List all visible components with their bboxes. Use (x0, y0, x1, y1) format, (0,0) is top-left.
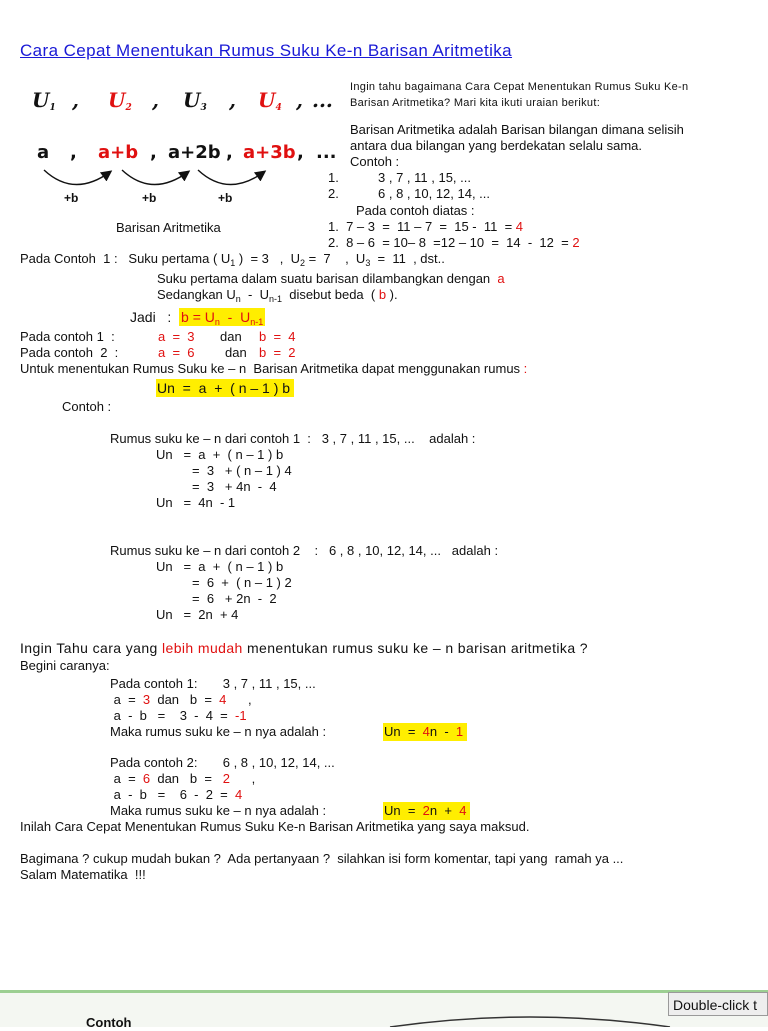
example-2-step: = 6 + ( n – 1 ) 2 (192, 575, 292, 590)
comma: , (70, 142, 77, 163)
definition-contoh-label: Contoh : (350, 154, 400, 169)
begini-caranya: Begini caranya: (20, 658, 110, 673)
closing-line-3: Salam Matematika !!! (20, 867, 146, 882)
pada-contoh-diatas: Pada contoh diatas : (356, 203, 475, 218)
fast-1-difference: a - b = 3 - 4 = -1 (110, 708, 247, 723)
fast-2-maka: Maka rumus suku ke – n nya adalah : (110, 803, 327, 818)
figure-caption: Barisan Aritmetika (116, 220, 221, 235)
example-2-heading: Rumus suku ke – n dari contoh 2 : 6 , 8 , 10, 12, 14, ... adalah : (110, 543, 499, 558)
example-2-result: Un = 2n + 4 (156, 607, 239, 622)
comma: , (229, 88, 236, 112)
next-page-preview (0, 990, 768, 1030)
example-2-step: Un = a + ( n – 1 ) b (156, 559, 284, 574)
rumus-intro-line: Untuk menentukan Rumus Suku ke – n Barisan Aritmetika dapat menggunakan rumus : (20, 361, 528, 376)
u3-symbol: $U_3$ (183, 88, 207, 113)
fast-1-heading: Pada contoh 1: 3 , 7 , 11 , 15, ... (110, 676, 316, 691)
term-a: a (37, 142, 50, 163)
fast-1-maka: Maka rumus suku ke – n nya adalah : (110, 724, 327, 739)
pada-contoh-2-a: a = 6 (158, 345, 195, 360)
example-1-step: = 3 + ( n – 1 ) 4 (192, 463, 292, 478)
comma: , (150, 142, 157, 163)
fast-1-result: Un = 4n - 1 (383, 723, 467, 741)
ellipsis: ... (312, 88, 333, 112)
partial-heading: Contoh (86, 1015, 132, 1030)
double-click-button[interactable]: Double-click t (668, 992, 768, 1016)
definition-line-2: antara dua bilangan yang berdekatan selalu sama. (350, 138, 642, 153)
example-1-step: = 3 + 4n - 4 (192, 479, 277, 494)
comma: , (152, 88, 159, 112)
comma: , (72, 88, 79, 112)
difference-line-1: 1. 7 – 3 = 11 – 7 = 15 - 11 = 4 (328, 219, 524, 234)
fast-2-values: a = 6 dan b = 2 , (110, 771, 256, 786)
term-a-plus-2b: a+2b (168, 142, 221, 163)
u4-symbol: $U_4$ (258, 88, 282, 113)
arrow-label: +b (142, 191, 157, 205)
fast-2-heading: Pada contoh 2: 6 , 8 , 10, 12, 14, ... (110, 755, 335, 770)
dan-label: dan (225, 345, 247, 360)
fast-1-values: a = 3 dan b = 4 , (110, 692, 252, 707)
arrow-label: +b (218, 191, 233, 205)
difference-definition-line: Sedangkan $U_n - U_{n-1}$ disebut beda ( b ). (157, 287, 398, 304)
ellipsis: ... (316, 142, 337, 163)
pada-contoh-1-label: Pada contoh 1 : (20, 329, 115, 344)
example-2-step: = 6 + 2n - 2 (192, 591, 277, 606)
pada-contoh-2-label: Pada contoh 2 : (20, 345, 119, 360)
example-1-step: Un = a + ( n – 1 ) b (156, 447, 284, 462)
contoh-label: Contoh : (62, 399, 112, 414)
comma: , (296, 88, 303, 112)
difference-line-2: 2. 8 – 6 = 10– 8 =12 – 10 = 14 - 12 = 2 (328, 235, 580, 250)
closing-line-2: Bagimana ? cukup mudah bukan ? Ada pertanyaan ? silahkan isi form komentar, tapi yang ramah ya ... (20, 851, 624, 866)
intro-line-2: Barisan Aritmetika? Mari kita ikuti uraian berikut: (350, 97, 601, 109)
example-number: 1. (328, 170, 339, 185)
comma: , (226, 142, 233, 163)
example-1-result: Un = 4n - 1 (156, 495, 236, 510)
arrow-label: +b (64, 191, 79, 205)
example-1-heading: Rumus suku ke – n dari contoh 1 : 3 , 7 , 11 , 15, ... adalah : (110, 431, 476, 446)
dan-label: dan (220, 329, 242, 344)
u2-symbol: $U_2$ (108, 88, 132, 113)
example-number: 2. (328, 186, 339, 201)
closing-line-1: Inilah Cara Cepat Menentukan Rumus Suku Ke-n Barisan Aritmetika yang saya maksud. (20, 819, 530, 834)
first-term-symbol-line: Suku pertama dalam suatu barisan dilambangkan dengan a (157, 271, 505, 286)
pada-contoh-1-a: a = 3 (158, 329, 195, 344)
intro-line-1: Ingin tahu bagaimana Cara Cepat Menentukan Rumus Suku Ke-n (350, 81, 689, 93)
jadi-line: Jadi : $b = U_n - U_{n-1}$ (130, 309, 264, 327)
fast-2-difference: a - b = 6 - 2 = 4 (110, 787, 243, 802)
term-a-plus-b: a+b (98, 142, 139, 163)
example-sequence-2: 6 , 8 , 10, 12, 14, ... (378, 186, 491, 201)
partial-arc (380, 1013, 680, 1027)
fast-2-result: Un = 2n + 4 (383, 802, 470, 820)
definition-line-1: Barisan Aritmetika adalah Barisan bilangan dimana selisih (350, 122, 684, 137)
first-term-line: Pada Contoh 1 : Suku pertama ( $U_1$ ) = 3 , $U_2 = 7$ , $U_3 = 11$ , dst.. (20, 251, 445, 268)
page-title[interactable]: Cara Cepat Menentukan Rumus Suku Ke-n Barisan Aritmetika (20, 41, 513, 60)
pada-contoh-2-b: b = 2 (259, 345, 296, 360)
comma: , (297, 142, 304, 163)
question-heading: Ingin Tahu cara yang lebih mudah menentukan rumus suku ke – n barisan aritmetika ? (20, 640, 588, 656)
u1-symbol: $U_1$ (32, 88, 56, 113)
term-a-plus-3b: a+3b (243, 142, 296, 163)
general-formula: Un = a + ( n – 1 ) b (156, 379, 294, 397)
pada-contoh-1-b: b = 4 (259, 329, 296, 344)
example-sequence-1: 3 , 7 , 11 , 15, ... (378, 170, 471, 185)
